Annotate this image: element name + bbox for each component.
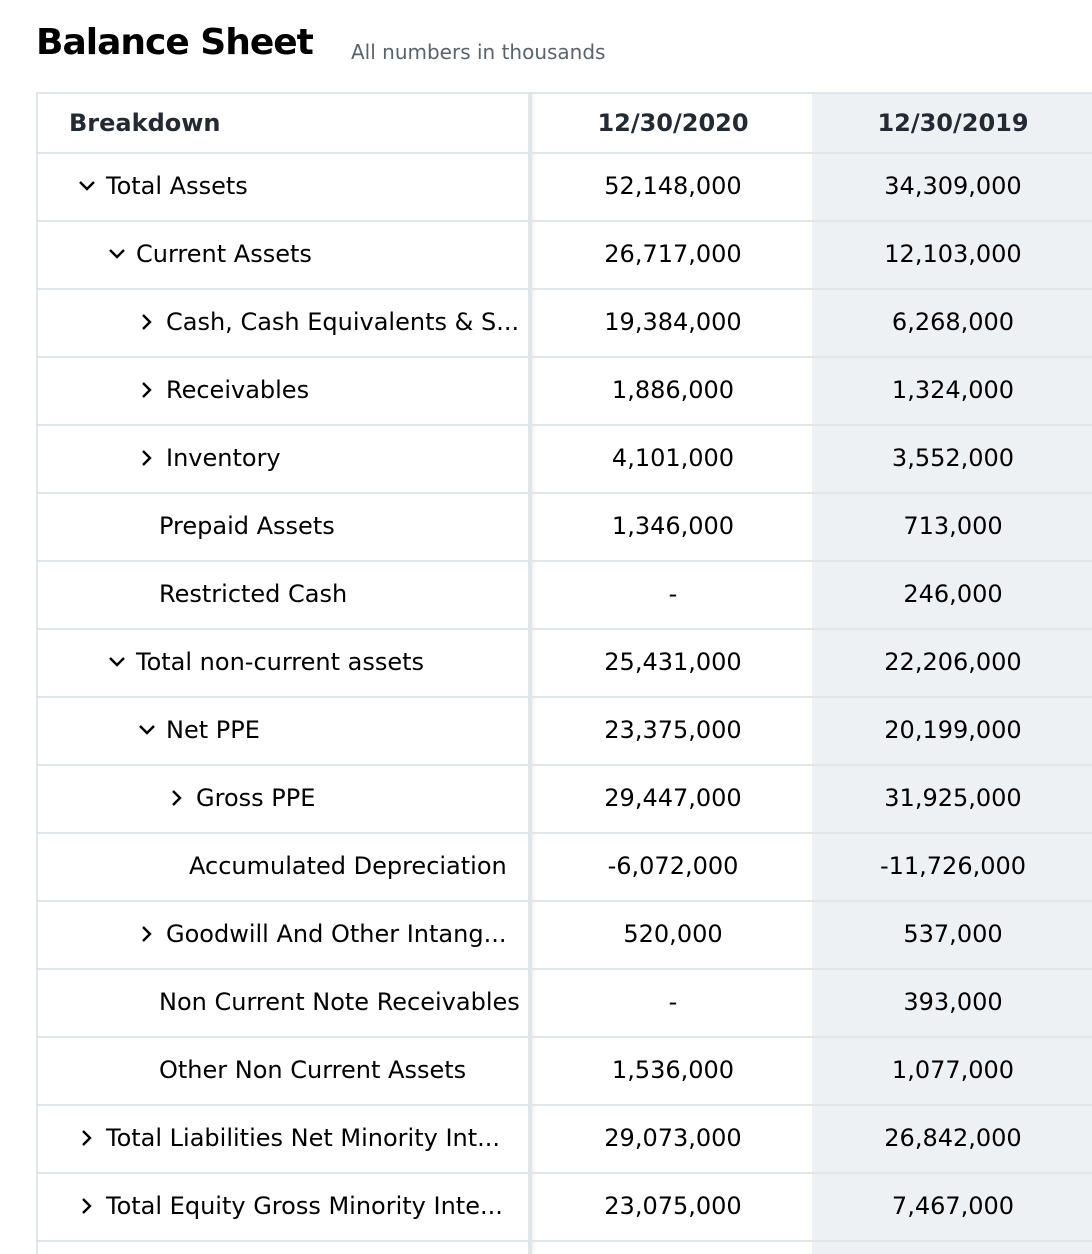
row-label-cell[interactable] [38, 1172, 528, 1240]
table-row [38, 492, 1092, 562]
row-label-cell [38, 1036, 528, 1104]
value-2019: 246,000 [903, 580, 1003, 608]
value-2020: 29,073,000 [604, 1124, 742, 1152]
row-label: Current Assets [136, 240, 312, 268]
value-2019: 7,467,000 [891, 1192, 1015, 1220]
table-row [38, 764, 1092, 834]
row-label-cell [38, 492, 528, 560]
header-date-2019[interactable]: 12/30/2019 [877, 109, 1029, 137]
table-row [38, 560, 1092, 630]
value-2020: 23,075,000 [604, 1192, 742, 1220]
row-label: Goodwill And Other Intang... [166, 920, 507, 948]
row-label: Gross PPE [196, 784, 316, 812]
value-2020: 1,886,000 [611, 376, 735, 404]
row-label: Other Non Current Assets [159, 1056, 467, 1084]
table-row [38, 424, 1092, 494]
row-label-cell[interactable] [38, 220, 528, 288]
row-label: Restricted Cash [159, 580, 348, 608]
chevron-right-icon[interactable] [76, 1127, 98, 1149]
value-2019: 20,199,000 [884, 716, 1022, 744]
chevron-down-icon[interactable] [106, 243, 128, 265]
row-label-cell [38, 560, 528, 628]
value-2020: 29,447,000 [604, 784, 742, 812]
row-label: Net PPE [166, 716, 260, 744]
row-label-cell[interactable] [38, 696, 528, 764]
row-label: Total Liabilities Net Minority Int... [106, 1124, 501, 1152]
table-row [38, 1036, 1092, 1106]
row-label: Non Current Note Receivables [159, 988, 520, 1016]
chevron-right-icon[interactable] [136, 447, 158, 469]
value-2019: 3,552,000 [891, 444, 1015, 472]
row-label-cell[interactable] [38, 1104, 528, 1172]
value-2019: 34,309,000 [884, 172, 1022, 200]
chevron-right-icon[interactable] [136, 311, 158, 333]
value-2020: 1,536,000 [611, 1056, 735, 1084]
table-row [38, 220, 1092, 290]
value-2020: 520,000 [623, 920, 723, 948]
chevron-down-icon[interactable] [136, 719, 158, 741]
units-note: All numbers in thousands [351, 40, 606, 64]
value-2020: 23,375,000 [604, 716, 742, 744]
value-2020: 4,101,000 [611, 444, 735, 472]
chevron-right-icon[interactable] [76, 1195, 98, 1217]
row-label-cell[interactable] [38, 288, 528, 356]
header-breakdown: Breakdown [69, 109, 221, 137]
row-label: Accumulated Depreciation [189, 852, 507, 880]
table-row [38, 628, 1092, 698]
value-2020: -6,072,000 [607, 852, 739, 880]
row-label-cell[interactable] [38, 152, 528, 220]
table-row [38, 1172, 1092, 1242]
row-label-cell[interactable] [38, 424, 528, 492]
table-row [38, 968, 1092, 1038]
table-header [38, 94, 1092, 154]
value-2019: 31,925,000 [884, 784, 1022, 812]
row-label: Inventory [166, 444, 281, 472]
value-2019: 12,103,000 [884, 240, 1022, 268]
page-title: Balance Sheet [36, 22, 313, 63]
value-2020: 19,384,000 [604, 308, 742, 336]
table-row [38, 288, 1092, 358]
value-2019: 713,000 [903, 512, 1003, 540]
value-2020: 26,717,000 [604, 240, 742, 268]
value-2019: 26,842,000 [884, 1124, 1022, 1152]
value-2019: 22,206,000 [884, 648, 1022, 676]
row-label-cell[interactable] [38, 356, 528, 424]
value-2020: - [668, 580, 678, 608]
table-row [38, 1104, 1092, 1174]
value-2019: 1,324,000 [891, 376, 1015, 404]
row-label: Cash, Cash Equivalents & S... [166, 308, 520, 336]
row-label-cell [38, 968, 528, 1036]
table-row [38, 696, 1092, 766]
row-label: Total Assets [106, 172, 248, 200]
row-label-cell[interactable] [38, 628, 528, 696]
row-label-cell [38, 832, 528, 900]
row-label: Prepaid Assets [159, 512, 335, 540]
table-row [38, 356, 1092, 426]
table-row [38, 152, 1092, 222]
value-2020: 1,346,000 [611, 512, 735, 540]
value-2019: 1,077,000 [891, 1056, 1015, 1084]
value-2020: - [668, 988, 678, 1016]
table-row [38, 900, 1092, 970]
chevron-right-icon[interactable] [136, 379, 158, 401]
chevron-right-icon[interactable] [166, 787, 188, 809]
chevron-down-icon[interactable] [76, 175, 98, 197]
value-2020: 52,148,000 [604, 172, 742, 200]
chevron-down-icon[interactable] [106, 651, 128, 673]
balance-sheet-table [36, 92, 1092, 1254]
row-label: Receivables [166, 376, 310, 404]
chevron-right-icon[interactable] [136, 923, 158, 945]
value-2019: 537,000 [903, 920, 1003, 948]
row-label-cell[interactable] [38, 764, 528, 832]
row-label: Total Equity Gross Minority Inte... [106, 1192, 503, 1220]
row-label: Total non-current assets [136, 648, 425, 676]
value-2019: 393,000 [903, 988, 1003, 1016]
table-row [38, 832, 1092, 902]
value-2019: -11,726,000 [879, 852, 1027, 880]
value-2020: 25,431,000 [604, 648, 742, 676]
row-label-cell[interactable] [38, 900, 528, 968]
header-date-2020[interactable]: 12/30/2020 [597, 109, 749, 137]
value-2019: 6,268,000 [891, 308, 1015, 336]
